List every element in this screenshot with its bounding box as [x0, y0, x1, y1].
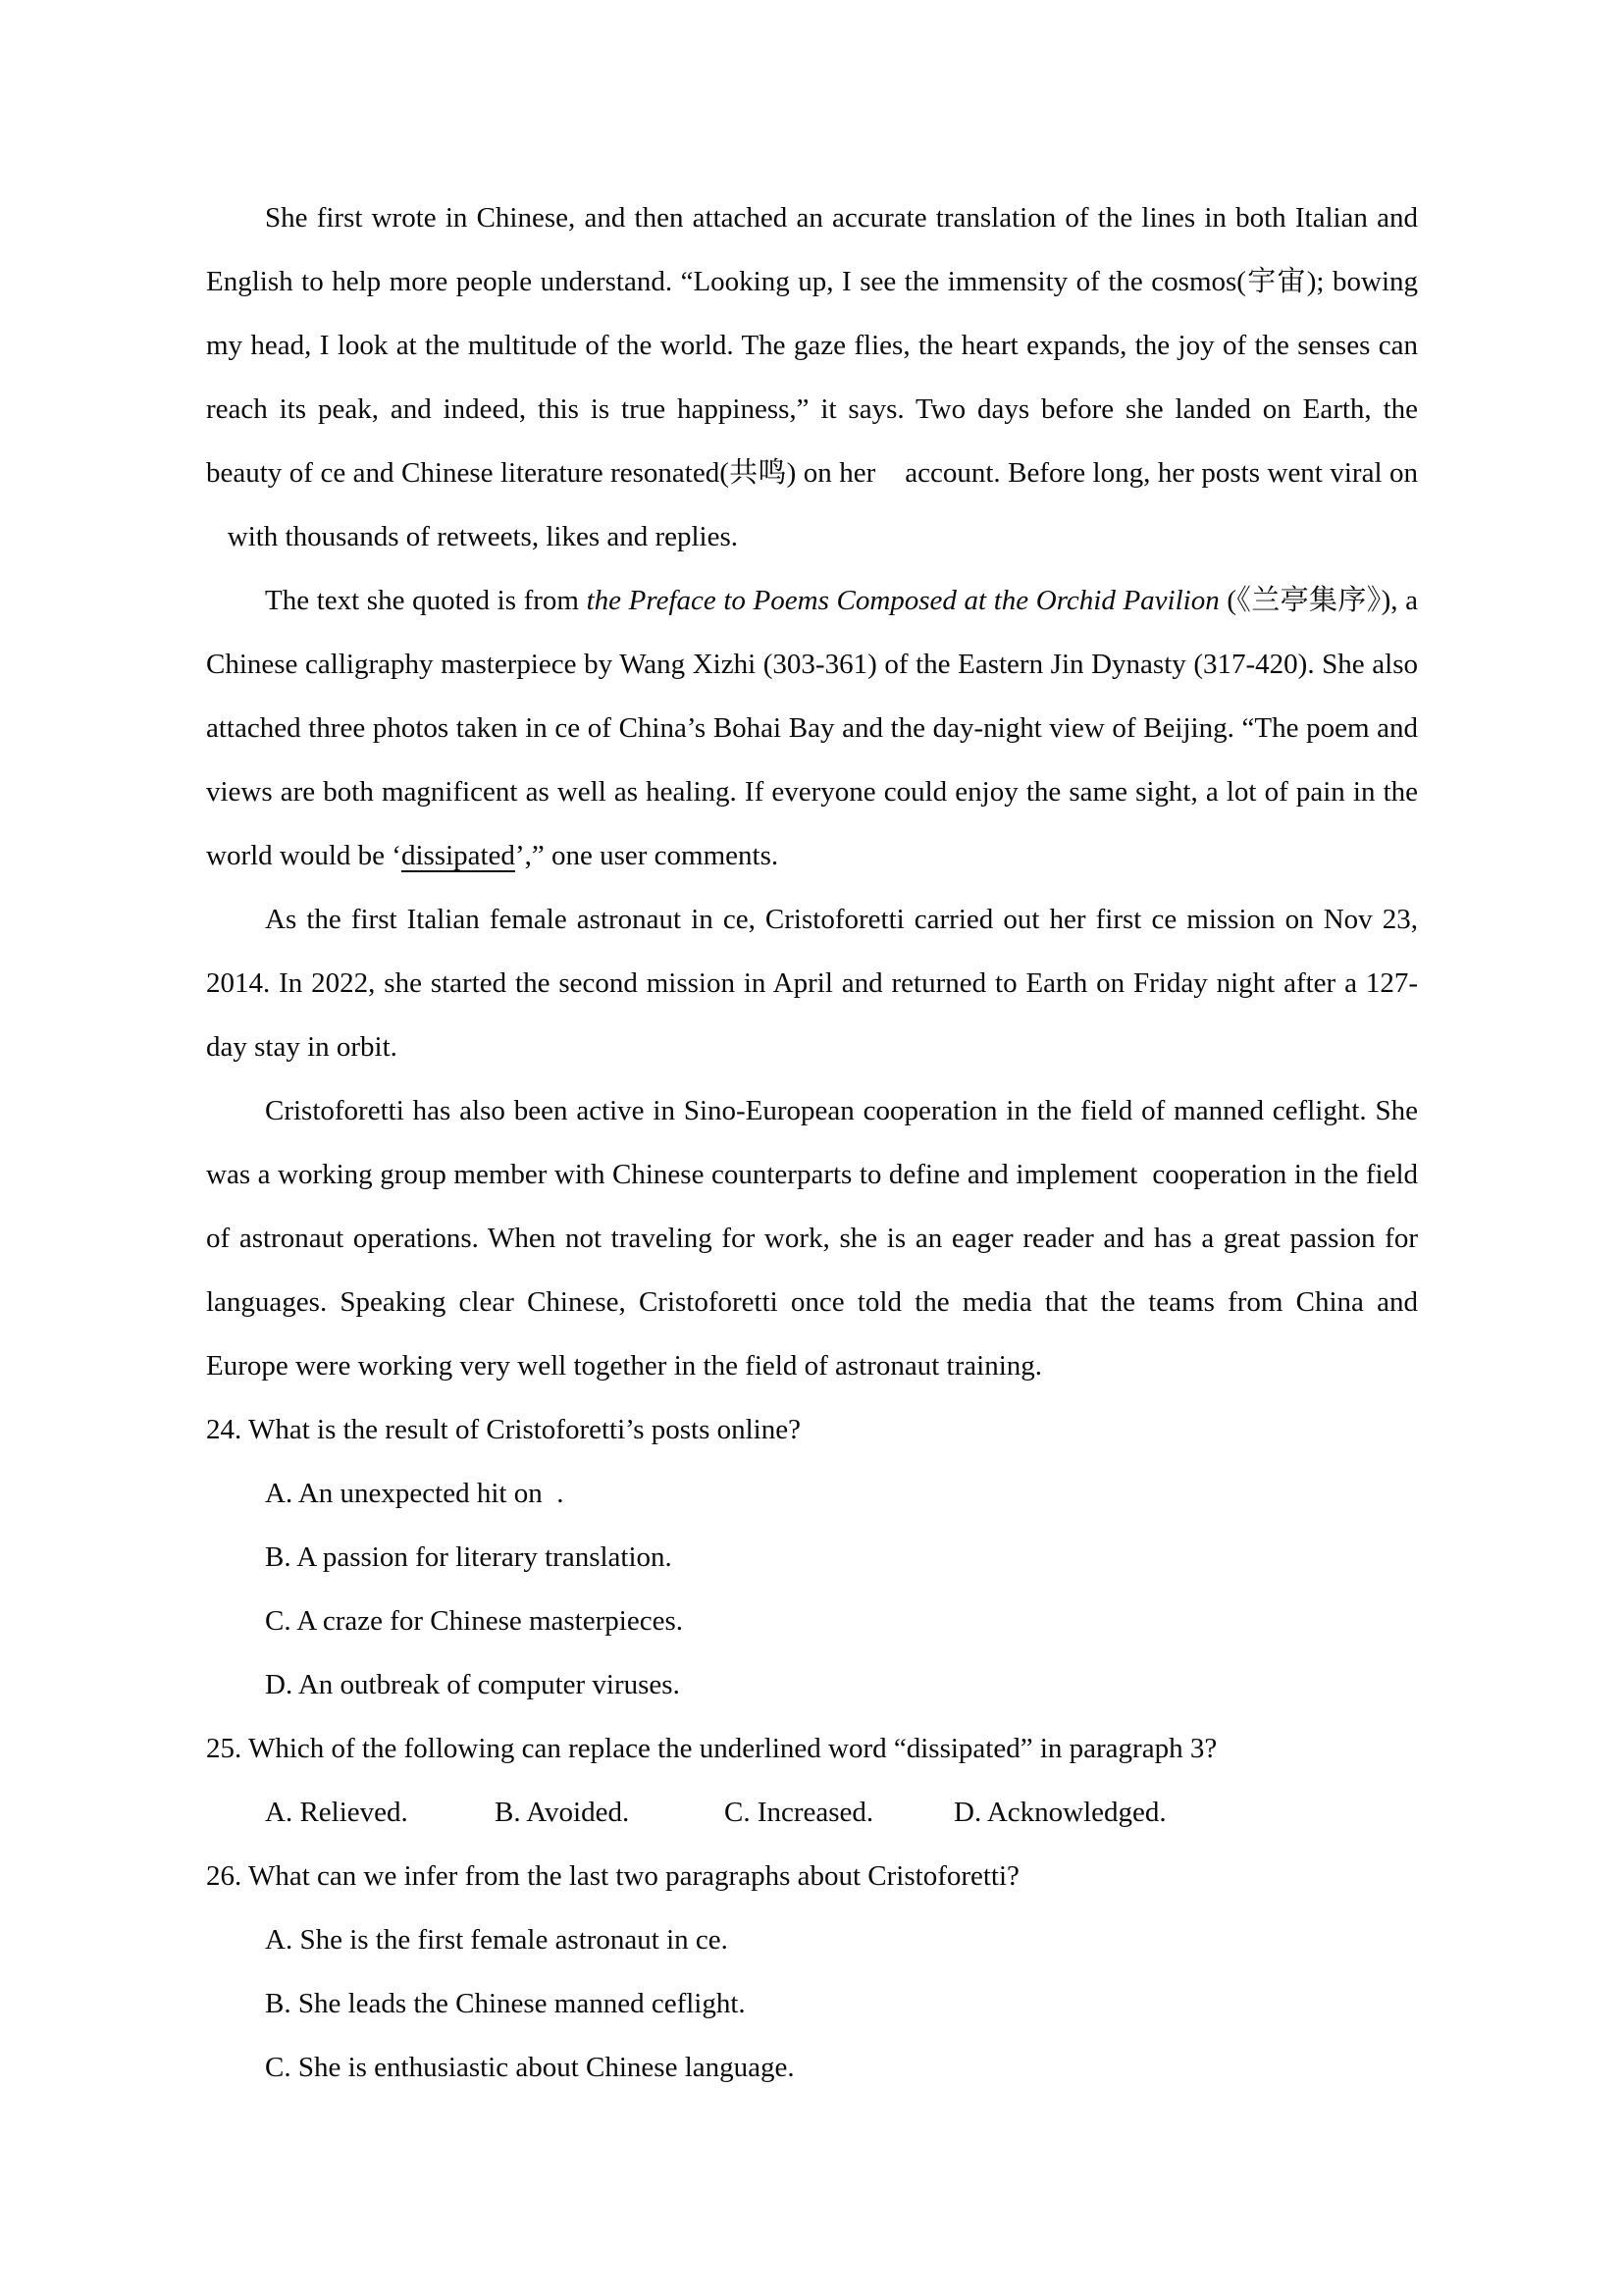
question-25-option-B: B. Avoided.: [495, 1797, 630, 1828]
text-segment: (《兰亭集序》), a Chinese calligraphy masterpiece by Wang Xizhi (303-361) of the Eastern Jin Dynasty (317-420). She also attached three photos taken in ce of China’s Bohai Bay and the day-night view of Beijing. “The poem and views are both magnificent as well as healing. If everyone could enjoy the same sight, a lot of pain in the world would be ‘: [206, 585, 1418, 871]
question-26-option-C: C. She is enthusiastic about Chinese language.: [265, 2052, 795, 2083]
question-24-option-C: C. A craze for Chinese masterpieces.: [265, 1605, 683, 1637]
italic-work-title: the Preface to Poems Composed at the Orchid Pavilion: [586, 585, 1220, 616]
question-24-option-B: B. A passion for literary translation.: [265, 1541, 672, 1573]
text-segment: Cristoforetti has also been active in Sino-European cooperation in the field of manned ceflight. She was a working group member with Chinese counterparts to define and implement cooperation in the field of astronaut operations. When not traveling for work, she is an eager reader and has a great passion for languages. Speaking clear Chinese, Cristoforetti once told the media that the teams from China and Europe were working very well together in the field of astronaut training.: [206, 1095, 1418, 1382]
question-24-option-A: A. An unexpected hit on .: [265, 1478, 564, 1509]
paragraph-1: [206, 186, 1418, 569]
questions-section: [206, 1398, 1418, 2100]
paragraph-3: [206, 888, 1418, 1079]
text-segment: ’,” one user comments.: [514, 840, 779, 871]
text-segment: She first wrote in Chinese, and then attached an accurate translation of the lines in both Italian and English to help more people understand. “Looking up, I see the immensity of the cosmos(宇宙); bowing my head, I look at the multitude of the world. The gaze flies, the heart expands, the joy of the senses can reach its peak, and indeed, this is true happiness,” it says. Two days before she landed on Earth, the beauty of ce and Chinese literature resonated(共鸣) on her account. Before long, her posts went viral on with thousands of retweets, likes and replies.: [206, 202, 1418, 552]
text-segment: The text she quoted is from: [265, 585, 587, 616]
question-25-stem: 25. Which of the following can replace the underlined word “dissipated” in paragraph 3?: [206, 1733, 1218, 1764]
paragraph-4: [206, 1079, 1418, 1398]
underlined-word-dissipated: dissipated: [400, 840, 515, 871]
question-25-options-row: [206, 1781, 1418, 1845]
reading-passage: [206, 186, 1418, 1398]
text-segment: As the first Italian female astronaut in ce, Cristoforetti carried out her first ce mission on Nov 23, 2014. In 2022, she started the second mission in April and returned to Earth on Friday night after a 127-day stay in orbit.: [206, 904, 1418, 1063]
question-24-stem: 24. What is the result of Cristoforetti’s posts online?: [206, 1414, 801, 1445]
question-26-option-B: B. She leads the Chinese manned ceflight.: [265, 1988, 746, 2019]
question-26-option-A: A. She is the first female astronaut in ce.: [265, 1924, 728, 1956]
question-24-option-D: D. An outbreak of computer viruses.: [265, 1669, 680, 1700]
question-25-option-C: C. Increased.: [724, 1797, 874, 1828]
paragraph-2: [206, 569, 1418, 888]
question-25-option-A: A. Relieved.: [265, 1797, 408, 1828]
question-25-option-D: D. Acknowledged.: [954, 1797, 1167, 1828]
question-26-stem: 26. What can we infer from the last two paragraphs about Cristoforetti?: [206, 1860, 1020, 1892]
